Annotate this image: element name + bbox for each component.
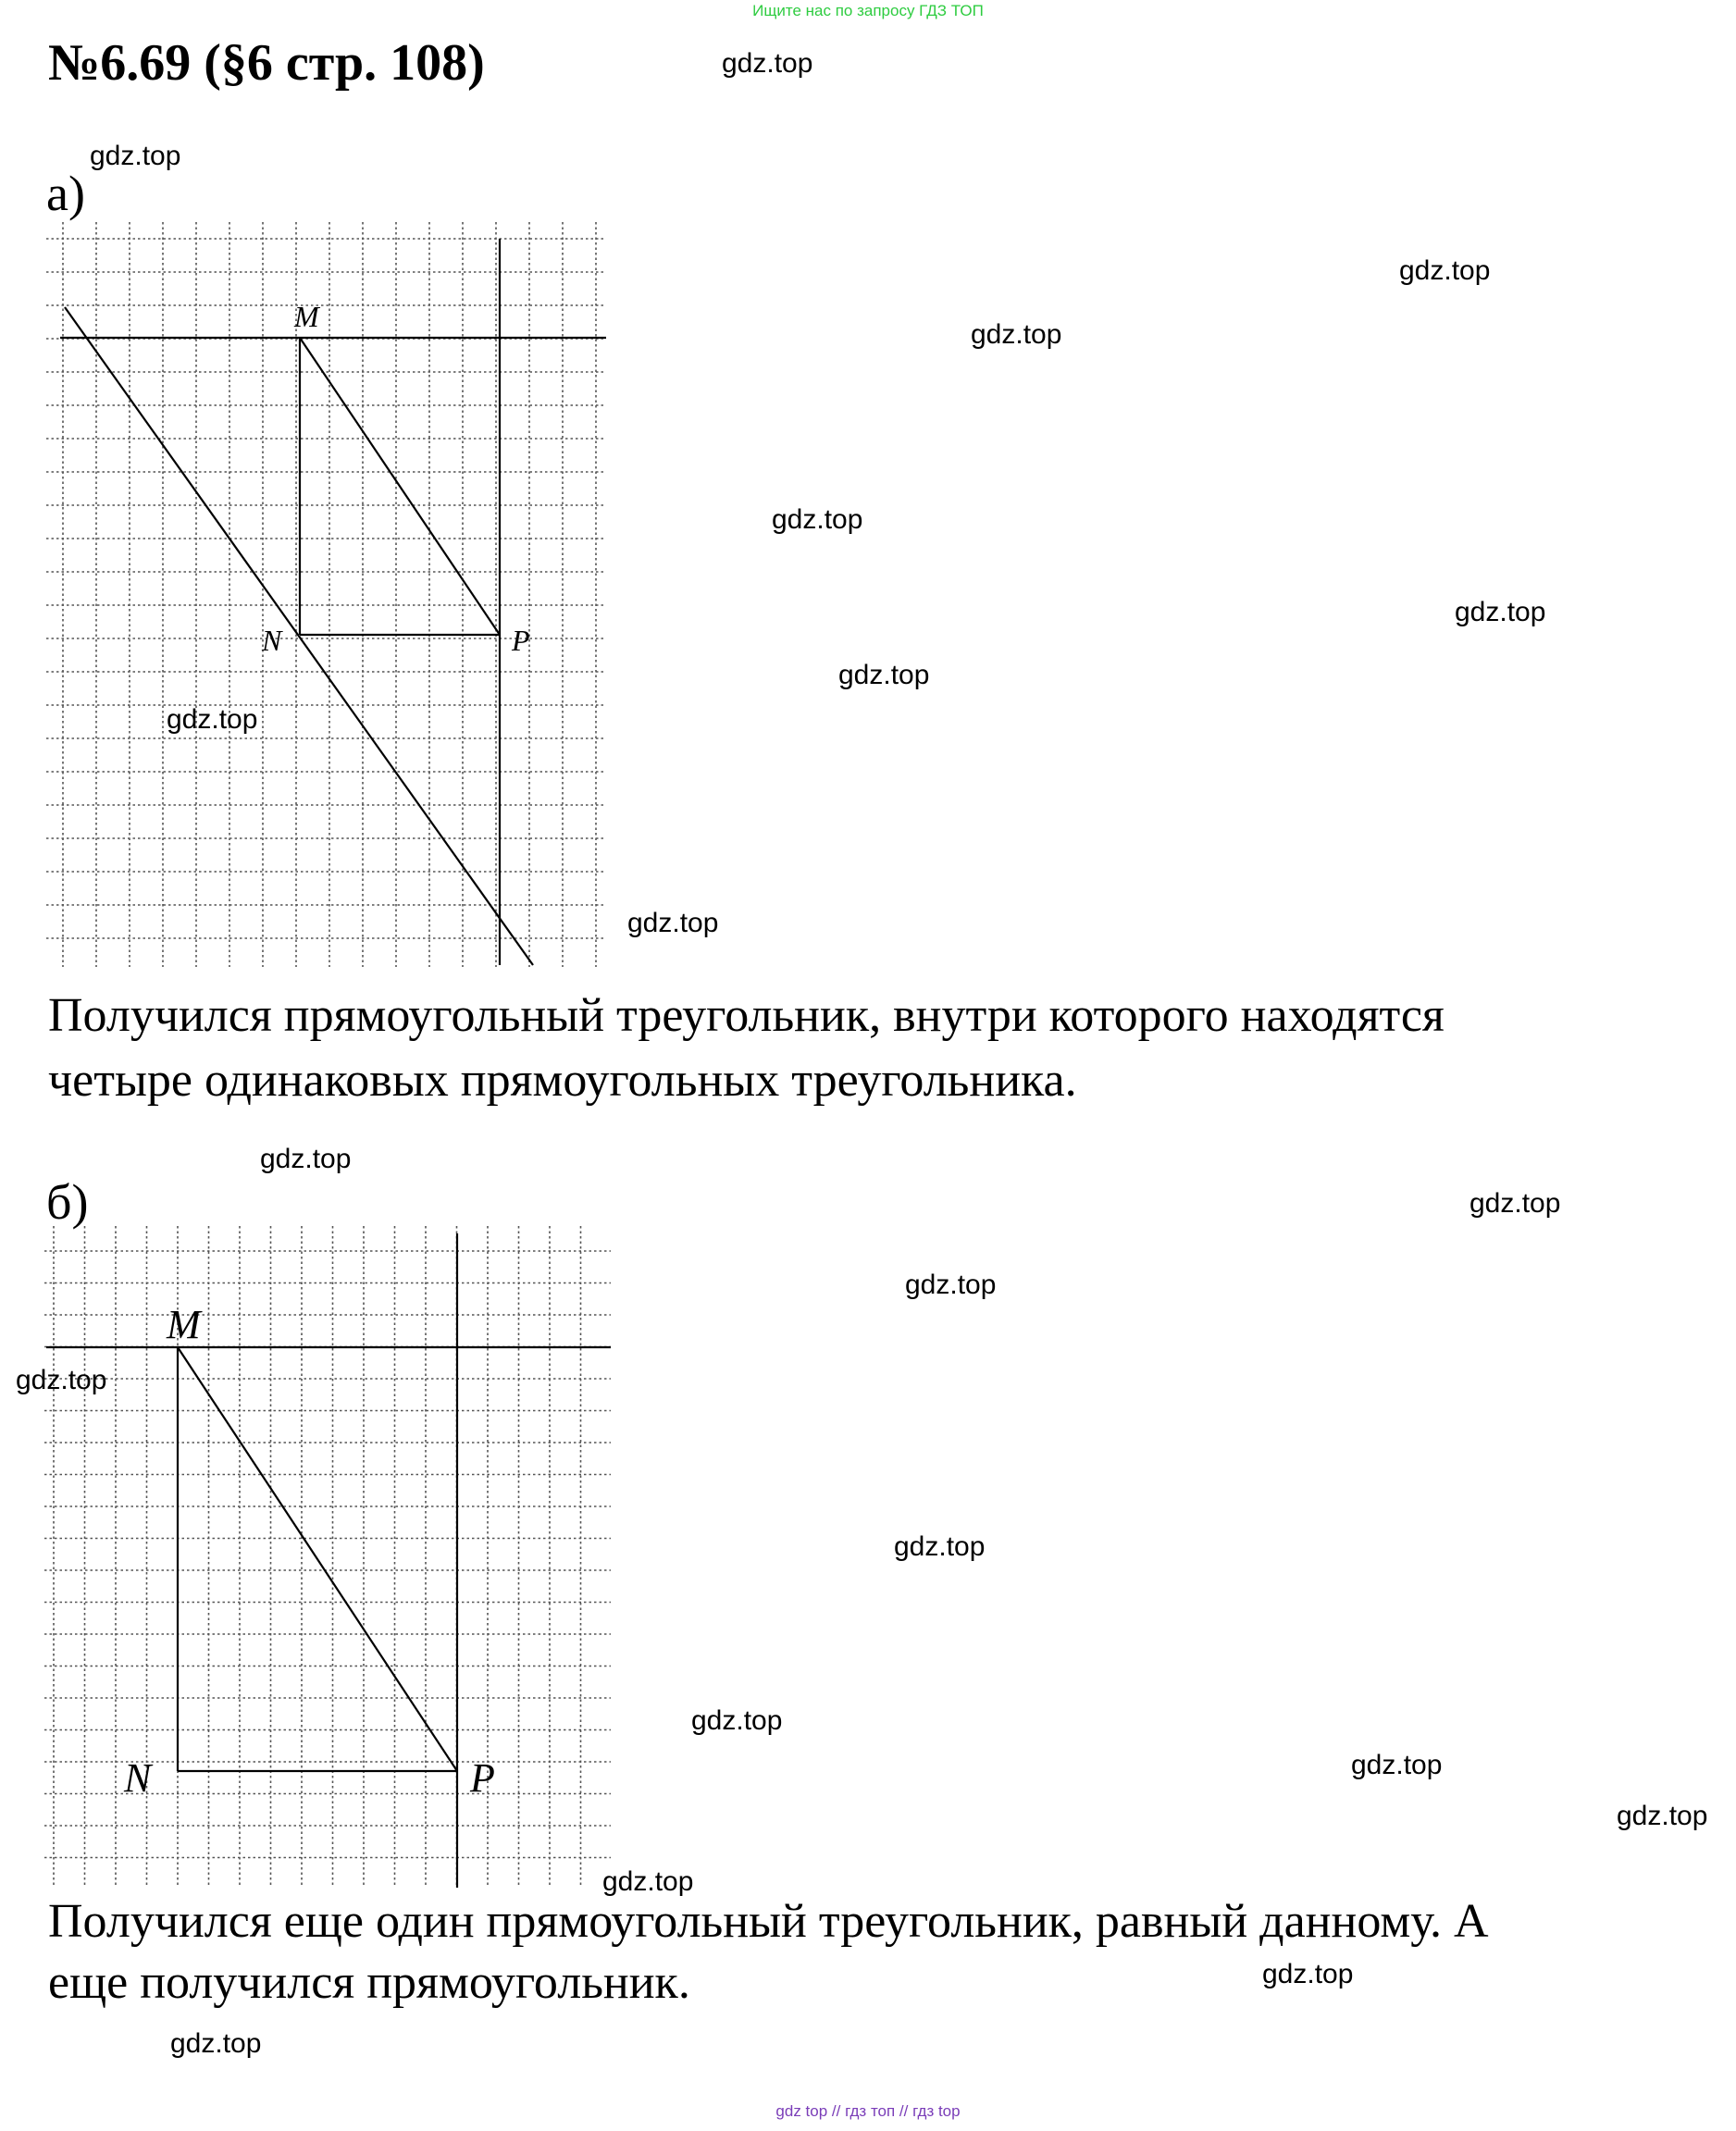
part-a-conclusion-line-1: Получился прямоугольный треугольник, внутри которого находятся: [48, 989, 1445, 1042]
watermark: gdz.top: [1469, 1188, 1561, 1219]
watermark: gdz.top: [722, 48, 813, 79]
search-banner[interactable]: Ищите нас по запросу ГДЗ ТОП: [752, 2, 984, 19]
part-b-drawing: [37, 1223, 620, 1889]
watermark: gdz.top: [1262, 1959, 1354, 1989]
point-label-P-b: P: [470, 1755, 495, 1801]
watermark: gdz.top: [167, 704, 258, 735]
point-label-N-a: N: [262, 624, 282, 657]
part-b-conclusion-line-1: Получился еще один прямоугольный треугольник, равный данному. А: [48, 1895, 1489, 1948]
watermark: gdz.top: [260, 1144, 352, 1174]
watermark: gdz.top: [170, 2028, 262, 2059]
watermark: gdz.top: [1351, 1750, 1443, 1780]
watermark: gdz.top: [16, 1365, 107, 1395]
watermark: gdz.top: [894, 1531, 986, 1562]
segment-MP-b: [178, 1347, 457, 1771]
footer-links[interactable]: gdz top // гдз топ // гдз top: [775, 2102, 961, 2120]
point-label-M-b: M: [167, 1302, 201, 1347]
part-b-conclusion-line-2: еще получился прямоугольник.: [48, 1956, 690, 2009]
watermark: gdz.top: [905, 1270, 997, 1300]
watermark: gdz.top: [838, 660, 930, 690]
watermark: gdz.top: [627, 908, 719, 938]
point-label-N-b: N: [124, 1755, 152, 1801]
part-a-label: а): [46, 166, 85, 221]
part-b-label: б): [46, 1174, 89, 1230]
watermark: gdz.top: [971, 319, 1062, 350]
point-label-P-a: P: [512, 624, 530, 657]
part-a-conclusion-line-2: четыре одинаковых прямоугольных треугольника.: [48, 1054, 1077, 1107]
exercise-title: №6.69 (§6 стр. 108): [48, 34, 485, 92]
watermark: gdz.top: [1399, 255, 1491, 286]
part-a-drawing: [46, 220, 611, 970]
watermark: gdz.top: [90, 141, 181, 171]
watermark: gdz.top: [1455, 597, 1546, 627]
watermark: gdz.top: [691, 1705, 783, 1736]
grid-a: [46, 222, 606, 967]
watermark: gdz.top: [1617, 1801, 1708, 1831]
watermark: gdz.top: [772, 504, 863, 535]
point-label-M-a: M: [294, 300, 319, 333]
watermark: gdz.top: [602, 1866, 694, 1897]
